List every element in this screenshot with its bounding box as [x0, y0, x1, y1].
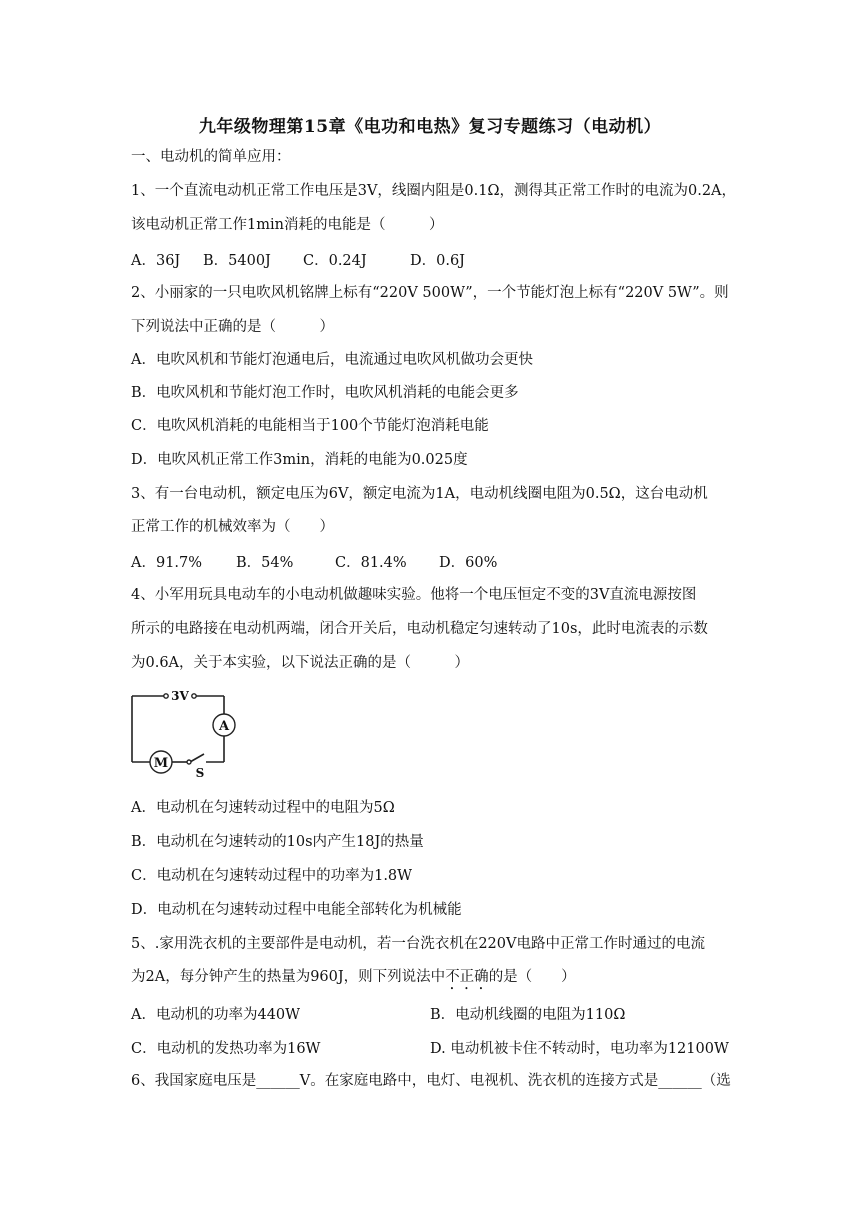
q4-stem-line1: 4、小军用玩具电动车的小电动机做趣味实验。他将一个电压恒定不变的3V直流电源按图: [131, 587, 697, 603]
q3-options: [131, 551, 497, 572]
motor-label: M: [153, 756, 169, 771]
q2-option-b: B．电吹风机和节能灯泡工作时，电吹风机消耗的电能会更多: [131, 385, 519, 401]
q3-option-b: B．54%: [236, 555, 294, 571]
q5-option-a: A．电动机的功率为440W: [131, 1007, 301, 1023]
switch-contact: [187, 760, 191, 764]
switch-label: S: [195, 766, 205, 778]
q5-stem-post: 的是（ ）: [488, 969, 576, 985]
q3-option-a: A．91.7%: [131, 555, 203, 571]
q4-stem-line2: 所示的电路接在电动机两端，闭合开关后，电动机稳定匀速转动了10s，此时电流表的示数: [131, 621, 708, 637]
q4-option-c: C．电动机在匀速转动过程中的功率为1.8W: [131, 868, 413, 884]
q6-stem-line1: 6、我国家庭电压是______V。在家庭电路中，电灯、电视机、洗衣机的连接方式是______（选: [131, 1073, 731, 1089]
q1-option-b: B．5400J: [203, 253, 271, 269]
q2-option-a: A．电吹风机和节能灯泡通电后，电流通过电吹风机做功会更快: [131, 352, 533, 368]
source-terminal-right: [192, 694, 196, 698]
q5-stem-pre: 为2A，每分钟产生的热量为960J，则下列说法中: [131, 969, 446, 985]
q5-stem-line1: 5、.家用洗衣机的主要部件是电动机，若一台洗衣机在220V电路中正常工作时通过的电流: [131, 936, 705, 952]
ammeter-label: A: [218, 719, 230, 734]
source-terminal-left: [164, 694, 168, 698]
q3-stem-line2: 正常工作的机械效率为（ ）: [131, 519, 334, 535]
q1-option-c: C．0.24J: [303, 253, 367, 269]
q3-option-d: D．60%: [439, 555, 498, 571]
q5-emphasis: 不正确: [445, 969, 489, 985]
q3-option-c: C．81.4%: [335, 555, 407, 571]
q1-options: [131, 249, 465, 270]
q1-stem-line1: 1、一个直流电动机正常工作电压是3V，线圈内阻是0.1Ω，测得其正常工作时的电流为0.2A，: [131, 183, 737, 199]
q4-option-b: B．电动机在匀速转动的10s内产生18J的热量: [131, 834, 424, 850]
q4-stem-line3: 为0.6A，关于本实验，以下说法正确的是（ ）: [131, 655, 470, 671]
q1-stem-line2: 该电动机正常工作1min消耗的电能是（ ）: [131, 217, 444, 233]
q5-option-b: B．电动机线圈的电阻为110Ω: [430, 1007, 626, 1023]
q2-option-c: C．电吹风机消耗的电能相当于100个节能灯泡消耗电能: [131, 418, 489, 434]
q4-option-a: A．电动机在匀速转动过程中的电阻为5Ω: [131, 800, 395, 816]
source-label: 3V: [171, 689, 189, 703]
section-heading: 一、电动机的简单应用：: [131, 149, 291, 165]
q4-option-d: D．电动机在匀速转动过程中电能全部转化为机械能: [131, 902, 462, 918]
q2-option-d: D．电吹风机正常工作3min，消耗的电能为0.025度: [131, 452, 468, 468]
q5-option-c: C．电动机的发热功率为16W: [131, 1041, 321, 1057]
q1-option-d: D．0.6J: [410, 253, 465, 269]
q5-option-d: D. 电动机被卡住不转动时，电功率为12100W: [430, 1041, 729, 1057]
q2-stem-line1: 2、小丽家的一只电吹风机铭牌上标有“220V 500W”，一个节能灯泡上标有“220V 5W”。则: [131, 285, 729, 301]
q3-stem-line1: 3、有一台电动机，额定电压为6V，额定电流为1A，电动机线圈电阻为0.5Ω，这台电动机: [131, 486, 708, 502]
q1-option-a: A．36J: [131, 253, 181, 269]
q2-stem-line2: 下列说法中正确的是（ ）: [131, 319, 334, 335]
circuit-diagram: [128, 686, 248, 778]
document-title: 九年级物理第15章《电功和电热》复习专题练习（电动机）: [198, 117, 662, 137]
q5-stem-line2: [131, 967, 731, 993]
